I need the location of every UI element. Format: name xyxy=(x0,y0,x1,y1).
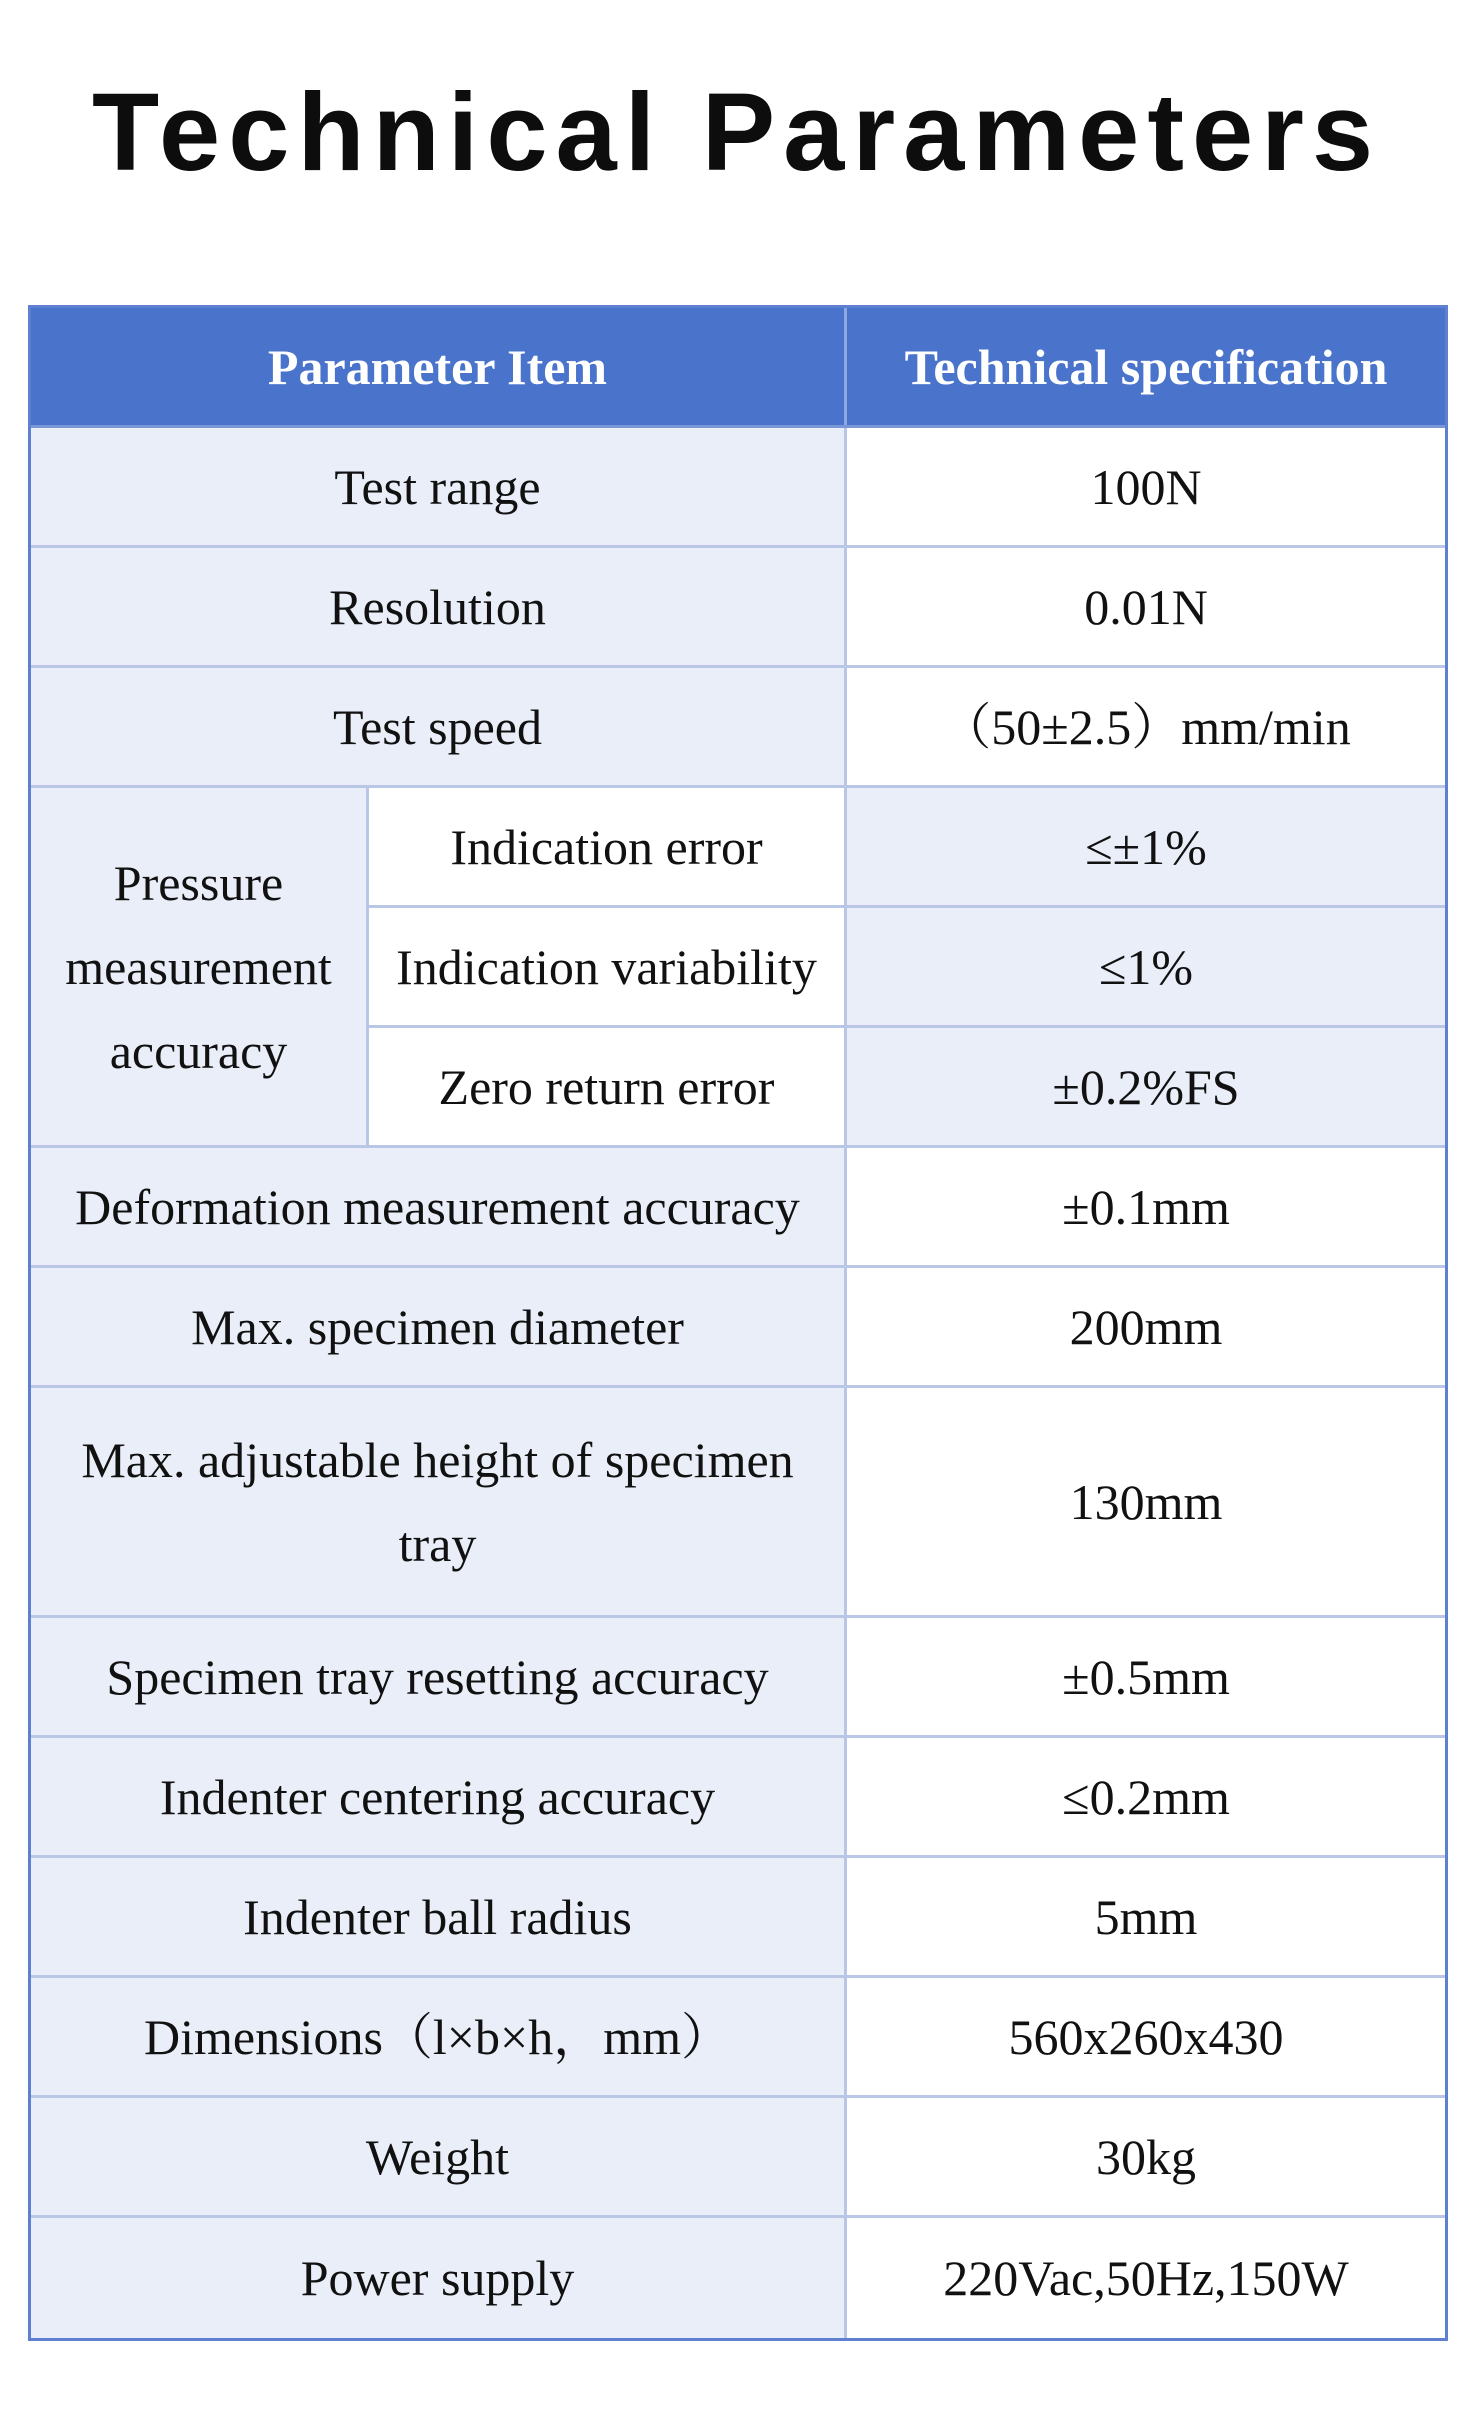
group-subrow xyxy=(369,908,1445,1028)
group-label: Pressure measurement accuracy xyxy=(31,788,369,1145)
param-spec: 5mm xyxy=(847,1858,1445,1975)
param-spec: ±0.5mm xyxy=(847,1618,1445,1735)
table-row xyxy=(31,428,1445,548)
table-row xyxy=(31,1268,1445,1388)
param-spec: 200mm xyxy=(847,1268,1445,1385)
param-item: Test speed xyxy=(31,668,847,785)
table-row xyxy=(31,548,1445,668)
table-row xyxy=(31,1388,1445,1618)
param-item: Indenter ball radius xyxy=(31,1858,847,1975)
param-item: Test range xyxy=(31,428,847,545)
page-title: Technical Parameters xyxy=(92,71,1382,194)
param-spec: 220Vac,50Hz,150W xyxy=(847,2218,1445,2338)
param-item: Indication variability xyxy=(369,908,847,1025)
table-row xyxy=(31,668,1445,788)
pressure-accuracy-group xyxy=(31,788,1445,1148)
param-item: Weight xyxy=(31,2098,847,2215)
param-item: Zero return error xyxy=(369,1028,847,1145)
table-row xyxy=(31,1618,1445,1738)
header-technical-specification: Technical specification xyxy=(847,308,1445,425)
param-spec: ±0.1mm xyxy=(847,1148,1445,1265)
param-item: Max. specimen diameter xyxy=(31,1268,847,1385)
table-row xyxy=(31,2098,1445,2218)
param-item: Specimen tray resetting accuracy xyxy=(31,1618,847,1735)
table-row xyxy=(31,2218,1445,2338)
header-parameter-item: Parameter Item xyxy=(31,308,847,425)
table-row xyxy=(31,1858,1445,1978)
param-spec: 0.01N xyxy=(847,548,1445,665)
param-spec: ≤1% xyxy=(847,908,1445,1025)
param-item: Resolution xyxy=(31,548,847,665)
param-spec: 560x260x430 xyxy=(847,1978,1445,2095)
param-item: Indenter centering accuracy xyxy=(31,1738,847,1855)
param-item: Deformation measurement accuracy xyxy=(31,1148,847,1265)
param-spec: 130mm xyxy=(847,1388,1445,1615)
table-header-row xyxy=(31,308,1445,428)
table-row xyxy=(31,1148,1445,1268)
param-spec: （50±2.5）mm/min xyxy=(847,668,1445,785)
param-spec: 100N xyxy=(847,428,1445,545)
spec-table xyxy=(28,305,1448,2341)
param-spec: ≤±1% xyxy=(847,788,1445,905)
group-subrow xyxy=(369,1028,1445,1145)
param-item: Dimensions（l×b×h，mm） xyxy=(31,1978,847,2095)
param-item: Power supply xyxy=(31,2218,847,2338)
table-row xyxy=(31,1978,1445,2098)
table-row xyxy=(31,1738,1445,1858)
param-item: Max. adjustable height of specimen tray xyxy=(31,1388,847,1615)
param-spec: ±0.2%FS xyxy=(847,1028,1445,1145)
param-spec: 30kg xyxy=(847,2098,1445,2215)
param-item: Indication error xyxy=(369,788,847,905)
group-subrow xyxy=(369,788,1445,908)
group-subrows xyxy=(369,788,1445,1145)
param-spec: ≤0.2mm xyxy=(847,1738,1445,1855)
